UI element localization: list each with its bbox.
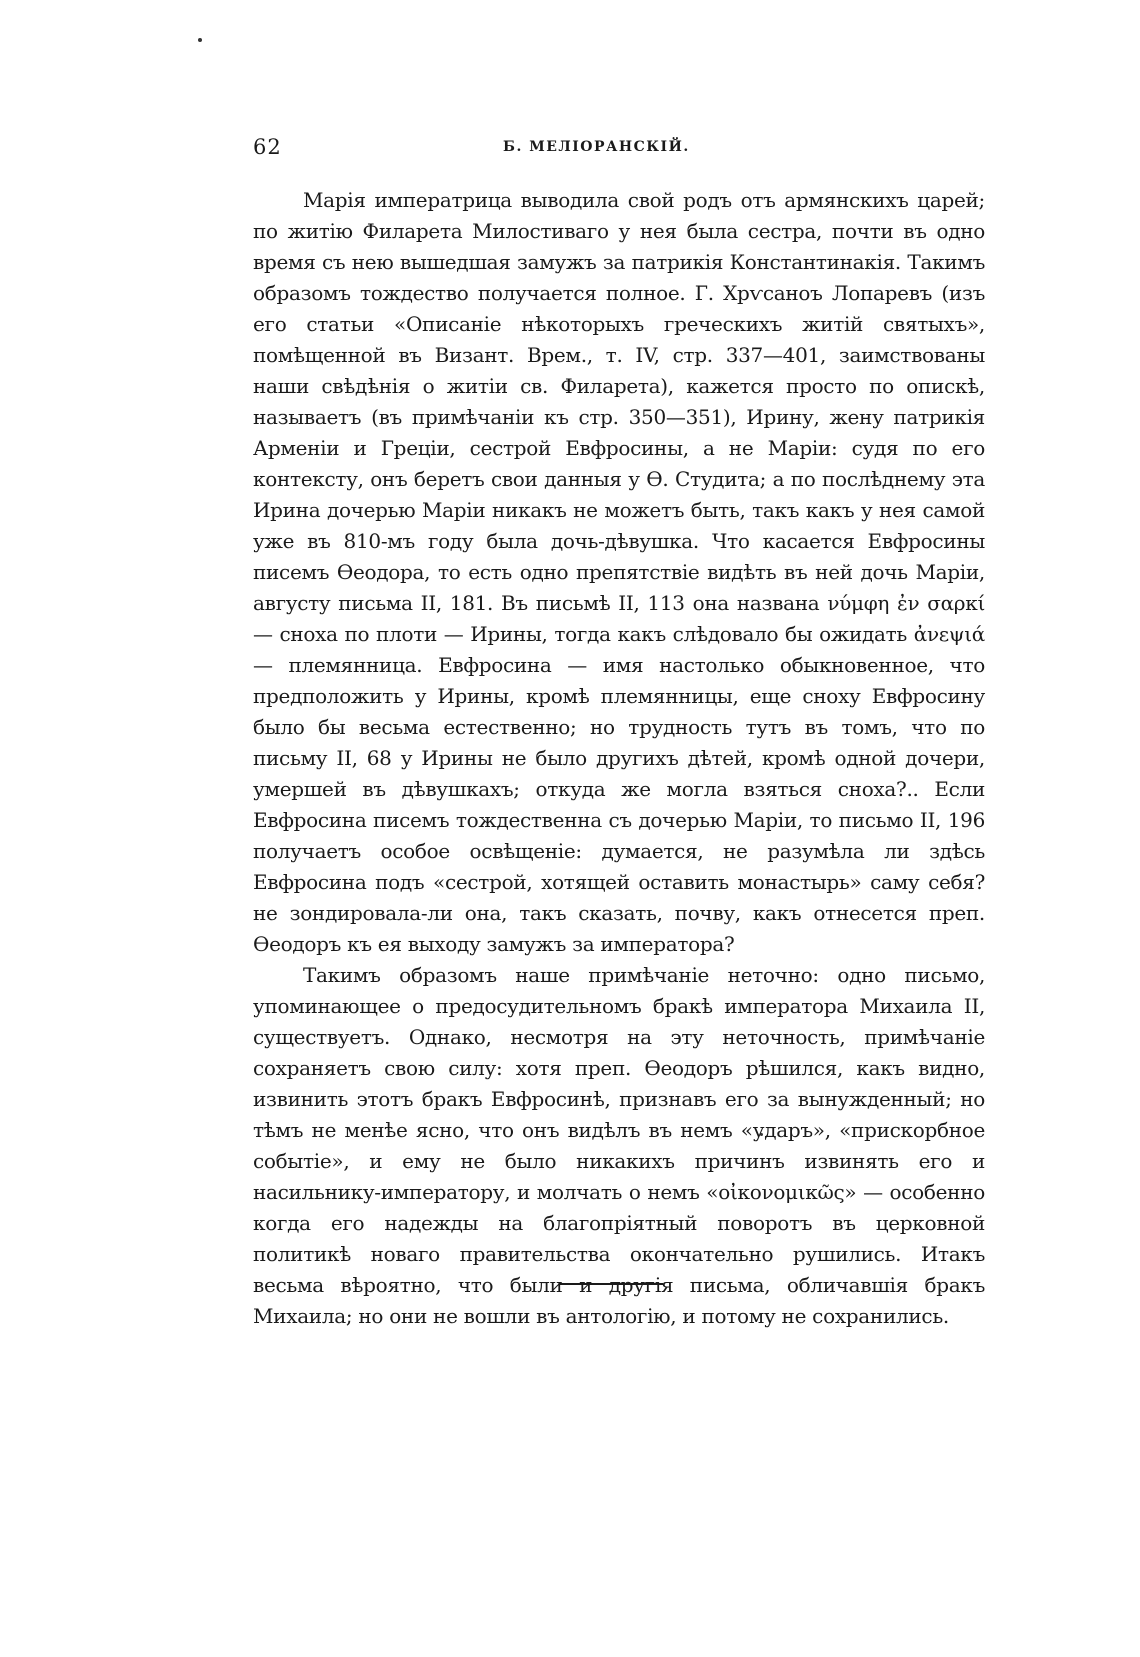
running-head: Б. МЕЛІОРАНСКІЙ. [503,139,690,155]
paragraph: Такимъ образомъ наше примѣчаніе неточно: одно письмо, упоминающее о предосудительномъ бракѣ императора Михаила II, существуетъ. Однако, несмотря на эту неточность, примѣчаніе сохраняетъ свою силу: хотя преп. Ѳеодоръ рѣшился, какъ видно, извинить этотъ бракъ Евфросинѣ, признавъ его за вынужденный; но тѣмъ не менѣе ясно, что онъ видѣлъ въ немъ «ударъ», «прискорбное событіе», и ему не было никакихъ причинъ извинять его и насильнику-императору, и молчать о немъ «οἰκονομικῶς» — особенно когда его надежды на благопріятный поворотъ въ церковной политикѣ новаго правительства окончательно рушились. Итакъ весьма вѣроятно, что были и другія письма, обличавшія бракъ Михаила; но они не вошли въ антологію, и потому не сохранились. [253,963,985,1328]
page-header [253,135,985,165]
body-text [253,185,985,1332]
page-number: 62 [253,135,282,159]
ink-speck [198,38,202,42]
paragraph: Марія императрица выводила свой родъ отъ армянскихъ царей; по житію Филарета Милостиваго у нея была сестра, почти въ одно время съ нею вышедшая замужъ за патрикія Константинакія. Такимъ образомъ тождество получается полное. Г. Хрѵсаноъ Лопаревъ (изъ его статьи «Описаніе нѣкоторыхъ греческихъ житій святыхъ», помѣщенной въ Визант. Врем., т. IV, стр. 337—401, заимствованы наши свѣдѣнія о житіи св. Филарета), кажется просто по опискѣ, называетъ (въ примѣчаніи къ стр. 350—351), Ирину, жену патрикія Арменіи и Греціи, сестрой Евфросины, а не Маріи: судя по его контексту, онъ беретъ свои данныя у Ѳ. Студита; а по послѣднему эта Ирина дочерью Маріи никакъ не можетъ быть, такъ какъ у нея самой уже въ 810-мъ году была дочь-дѣвушка. Что касается Евфросины писемъ Ѳеодора, то есть одно препятствіе видѣть въ ней дочь Маріи, августу письма II, 181. Въ письмѣ II, 113 она названа νύμφη ἐν σαρκί — сноха по плоти — Ирины, тогда какъ слѣдовало бы ожидать ἀνεψιά — племянница. Евфросина — имя настолько обыкновенное, что предположить у Ирины, кромѣ племянницы, еще сноху Евфросину было бы весьма естественно; но трудность тутъ въ томъ, что по письму II, 68 у Ирины не было другихъ дѣтей, кромѣ одной дочери, умершей въ дѣвушкахъ; откуда же могла взяться сноха?.. Если Евфросина писемъ тождественна съ дочерью Маріи, то письмо II, 196 получаетъ особое освѣщеніе: думается, не разумѣла ли здѣсь Евфросина подъ «сестрой, хотящей оставить монастырь» саму себя? не зондировала-ли она, такъ сказать, почву, какъ отнесется преп. Ѳеодоръ къ ея выходу замужъ за императора? [253,188,985,956]
end-rule [560,1283,663,1285]
